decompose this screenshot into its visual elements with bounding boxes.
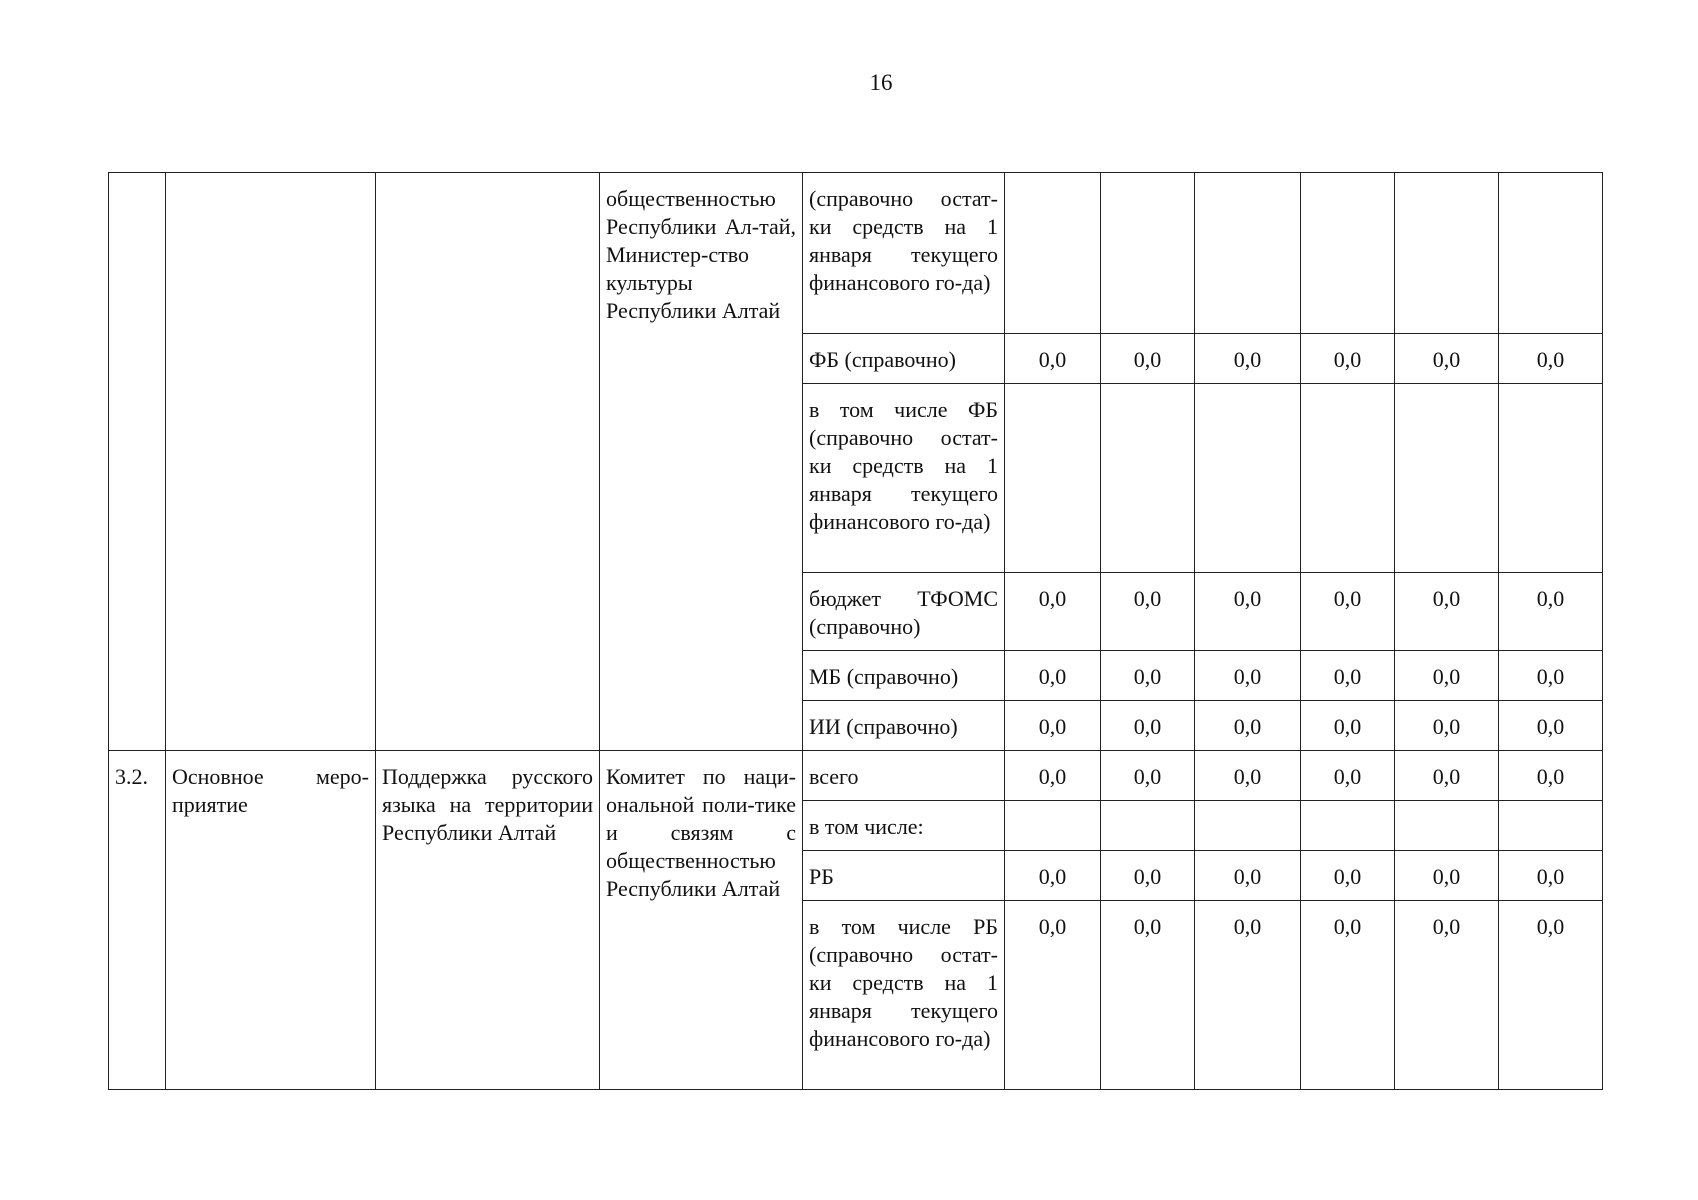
value-cell (1499, 384, 1603, 573)
table-row (109, 751, 1603, 801)
value-cell: 0,0 (1195, 751, 1301, 801)
value-cell: 0,0 (1195, 701, 1301, 751)
value-cell: 0,0 (1301, 851, 1395, 901)
value-cell: 0,0 (1499, 701, 1603, 751)
funding-source-cell: в том числе ФБ (справочно остат-ки средств на 1 января текущего финансового го-да) (803, 384, 1005, 573)
value-cell: 0,0 (1101, 573, 1195, 651)
item-executor-cell: Комитет по наци-ональной поли-тике и связям с общественностью Республики Алтай (600, 751, 803, 1090)
value-cell: 0,0 (1101, 651, 1195, 701)
status-cell-empty (166, 173, 376, 751)
funding-source-cell: РБ (803, 851, 1005, 901)
value-cell: 0,0 (1395, 701, 1499, 751)
funding-source-cell: МБ (справочно) (803, 651, 1005, 701)
funding-source-cell: (справочно остат-ки средств на 1 января текущего финансового го-да) (803, 173, 1005, 334)
value-cell: 0,0 (1005, 334, 1101, 384)
value-cell (1301, 173, 1395, 334)
value-cell: 0,0 (1101, 851, 1195, 901)
value-cell: 0,0 (1395, 901, 1499, 1090)
value-cell: 0,0 (1301, 573, 1395, 651)
value-cell: 0,0 (1499, 901, 1603, 1090)
value-cell: 0,0 (1301, 651, 1395, 701)
value-cell: 0,0 (1101, 901, 1195, 1090)
funding-source-cell: в том числе: (803, 801, 1005, 851)
value-cell: 0,0 (1005, 901, 1101, 1090)
value-cell: 0,0 (1499, 751, 1603, 801)
value-cell: 0,0 (1005, 701, 1101, 751)
value-cell: 0,0 (1101, 751, 1195, 801)
value-cell: 0,0 (1395, 573, 1499, 651)
value-cell (1005, 173, 1101, 334)
value-cell: 0,0 (1005, 851, 1101, 901)
funding-source-cell: в том числе РБ (справочно остат-ки средств на 1 января текущего финансового го-да) (803, 901, 1005, 1090)
value-cell: 0,0 (1195, 901, 1301, 1090)
value-cell: 0,0 (1301, 901, 1395, 1090)
funding-source-cell: ФБ (справочно) (803, 334, 1005, 384)
value-cell: 0,0 (1499, 851, 1603, 901)
value-cell: 0,0 (1499, 573, 1603, 651)
value-cell (1101, 801, 1195, 851)
value-cell: 0,0 (1395, 651, 1499, 701)
number-cell-empty (109, 173, 166, 751)
executor-cell: общественностью Республики Ал-тай, Министер-ство культуры Республики Алтай (600, 173, 803, 751)
value-cell: 0,0 (1101, 701, 1195, 751)
value-cell (1005, 801, 1101, 851)
value-cell: 0,0 (1195, 851, 1301, 901)
value-cell (1499, 173, 1603, 334)
name-cell-empty (376, 173, 600, 751)
value-cell: 0,0 (1005, 751, 1101, 801)
value-cell: 0,0 (1395, 851, 1499, 901)
value-cell (1395, 801, 1499, 851)
value-cell: 0,0 (1499, 334, 1603, 384)
value-cell (1101, 384, 1195, 573)
value-cell: 0,0 (1301, 334, 1395, 384)
value-cell: 0,0 (1101, 334, 1195, 384)
value-cell: 0,0 (1499, 651, 1603, 701)
value-cell: 0,0 (1395, 334, 1499, 384)
value-cell (1195, 801, 1301, 851)
value-cell: 0,0 (1005, 651, 1101, 701)
value-cell (1301, 384, 1395, 573)
value-cell (1195, 173, 1301, 334)
value-cell: 0,0 (1395, 751, 1499, 801)
value-cell: 0,0 (1301, 701, 1395, 751)
value-cell (1395, 173, 1499, 334)
item-number-cell: 3.2. (109, 751, 166, 1090)
value-cell (1395, 384, 1499, 573)
value-cell: 0,0 (1005, 573, 1101, 651)
value-cell (1101, 173, 1195, 334)
value-cell: 0,0 (1195, 334, 1301, 384)
funding-source-cell: всего (803, 751, 1005, 801)
budget-table (108, 172, 1603, 1090)
value-cell: 0,0 (1195, 651, 1301, 701)
funding-source-cell: ИИ (справочно) (803, 701, 1005, 751)
value-cell (1499, 801, 1603, 851)
value-cell (1301, 801, 1395, 851)
funding-source-cell: бюджет ТФОМС (справочно) (803, 573, 1005, 651)
item-name-cell: Поддержка русского языка на территории Республики Алтай (376, 751, 600, 1090)
value-cell (1005, 384, 1101, 573)
value-cell (1195, 384, 1301, 573)
page-number: 16 (869, 70, 893, 95)
item-status-cell: Основное меро-приятие (166, 751, 376, 1090)
table-row (109, 173, 1603, 334)
value-cell: 0,0 (1301, 751, 1395, 801)
value-cell: 0,0 (1195, 573, 1301, 651)
